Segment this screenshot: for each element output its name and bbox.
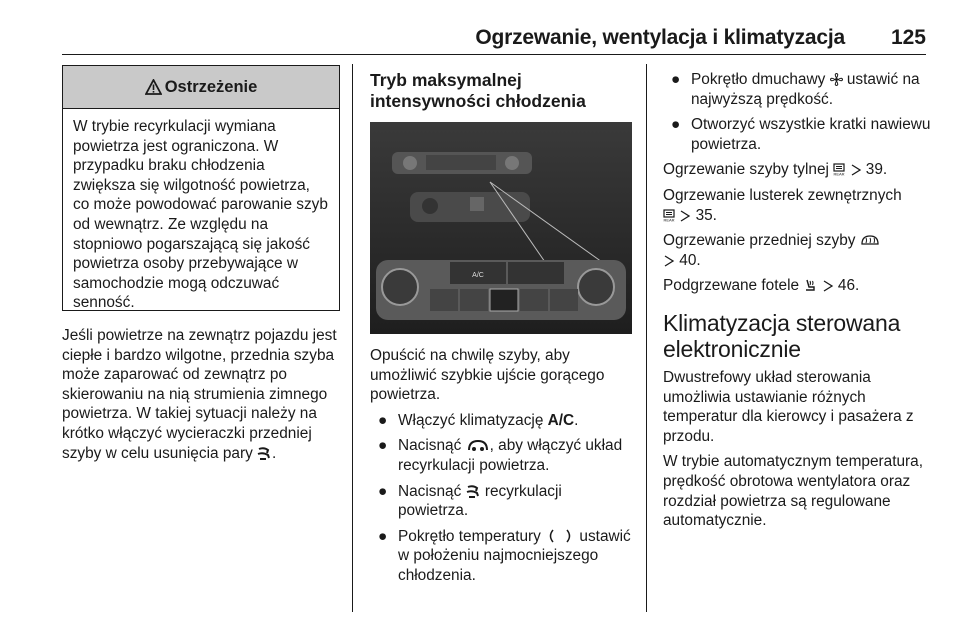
page-ref[interactable]: 39. — [865, 161, 888, 179]
page-header-title: Ogrzewanie, wentylacja i klimatyzacja — [475, 26, 845, 49]
climate-panel-photo — [370, 122, 632, 334]
ref-text: Podgrzewane fotele — [663, 277, 804, 295]
bullet: ● — [671, 116, 681, 134]
rear-defrost-icon — [663, 209, 675, 222]
steps-list-continued — [663, 70, 931, 154]
windshield-defrost-icon — [860, 234, 880, 247]
warning-text: W trybie recyrkulacji wymiana powietrza jest ograniczona. W przypadku braku chłodzenia zwiększa się wilgotność powietrza, co może powodować parowanie szyb od wewnątrz. Ze względu na stopniowo pogarszającą się jakość powietrza osoby przebywające w samochodzie mogą odczuwać senność. — [73, 118, 328, 312]
ref-windshield — [663, 231, 931, 270]
bullet: ● — [378, 437, 388, 455]
list-item-text: Włączyć klimatyzację — [398, 411, 548, 429]
middle-column — [370, 70, 636, 592]
section-paragraph: W trybie automatycznym temperatura, prędkość obrotowa wentylatora oraz rozdział powietrza są regulowane automatycznie. — [663, 453, 924, 530]
bullet: ● — [671, 71, 681, 88]
list-item-text: Otworzyć wszystkie kratki nawiewu powietrza. — [691, 116, 931, 153]
warning-header — [63, 66, 339, 109]
list-item-text: Pokrętło temperatury — [398, 527, 546, 545]
page-ref[interactable]: 46. — [837, 277, 860, 295]
page-ref-icon — [663, 255, 675, 267]
air-recirculation-icon — [466, 485, 481, 498]
list-item — [370, 436, 636, 475]
fan-icon — [830, 73, 843, 86]
list-item-text: . — [574, 411, 579, 429]
section-subheading: Tryb maksymalnej intensywności chłodzenia — [370, 70, 586, 111]
svg-text:REAR: REAR — [833, 171, 845, 177]
steps-list — [370, 411, 636, 586]
list-item — [663, 70, 931, 109]
list-item-text: ustawić na najwyższą prędkość. — [691, 71, 920, 108]
list-item — [370, 482, 636, 521]
bullet: ● — [378, 482, 388, 500]
middle-intro: Opuścić na chwilę szyby, aby umożliwić szybkie ujście gorącego powietrza. — [370, 347, 605, 404]
page-ref-icon — [679, 210, 691, 222]
left-paragraph-text: Jeśli powietrze na zewnątrz pojazdu jest ciepłe i bardzo wilgotne, przednia szyba może zaparować od zewnątrz po skierowaniu na nią strumienia zimnego powietrza. W takiej sytuacji należy na krótko włączyć wycieraczki przedniej szyby w celu usunięcia pary — [62, 327, 337, 462]
page-ref[interactable]: 35. — [695, 206, 717, 224]
temperature-knob-icon — [545, 529, 575, 543]
header-rule — [62, 54, 926, 55]
column-divider — [352, 64, 353, 612]
ref-mirrors — [663, 186, 931, 225]
bullet: ● — [378, 527, 388, 545]
list-item — [370, 527, 636, 586]
page-ref-icon — [822, 280, 834, 292]
column-divider — [646, 64, 647, 612]
section-paragraph: Dwustrefowy układ sterowania umożliwia ustawianie różnych temperatur dla kierowcy i pasażera z przodu. — [663, 368, 914, 445]
page-number: 125 — [890, 26, 926, 49]
ref-rear-window — [663, 160, 931, 180]
svg-text:REAR: REAR — [663, 217, 675, 222]
heated-seat-icon — [803, 278, 817, 292]
page-header — [0, 0, 960, 56]
rear-defrost-icon — [833, 163, 845, 176]
list-item-text: ustawić w położeniu najmocniejszego chłodzenia. — [398, 527, 631, 584]
page-ref[interactable]: 40. — [679, 251, 701, 269]
right-column — [663, 70, 931, 537]
list-item-text: recyrkulacji powietrza. — [398, 482, 562, 520]
list-item-text: , aby włączyć układ recyrkulacji powietrza. — [398, 437, 623, 474]
climate-panel-illustration — [370, 122, 632, 334]
page-ref-icon — [850, 164, 862, 176]
panel-label-ac: A/C — [472, 272, 484, 279]
list-item — [370, 411, 636, 431]
list-item-text: Nacisnąć — [398, 437, 466, 455]
air-recirculation-icon — [257, 447, 272, 460]
warning-box — [62, 65, 340, 311]
list-item-text: Nacisnąć — [398, 482, 466, 500]
list-item — [663, 115, 931, 154]
ref-text: Ogrzewanie lusterek zewnętrznych — [663, 186, 902, 204]
ref-text: Ogrzewanie przedniej szyby — [663, 232, 860, 250]
warning-title: Ostrzeżenie — [164, 77, 258, 96]
ref-text: Ogrzewanie szyby tylnej — [663, 161, 834, 179]
section-heading: Klimatyzacja sterowana elektronicznie — [663, 309, 901, 362]
left-paragraph — [62, 326, 342, 463]
list-item-text: Pokrętło dmuchawy — [691, 71, 830, 88]
left-paragraph-end: . — [272, 444, 277, 462]
ref-heated-seats — [663, 276, 931, 296]
bullet: ● — [378, 411, 388, 429]
ac-label: A/C — [547, 411, 575, 429]
recirculation-icon — [466, 439, 490, 452]
warning-icon — [145, 79, 162, 95]
